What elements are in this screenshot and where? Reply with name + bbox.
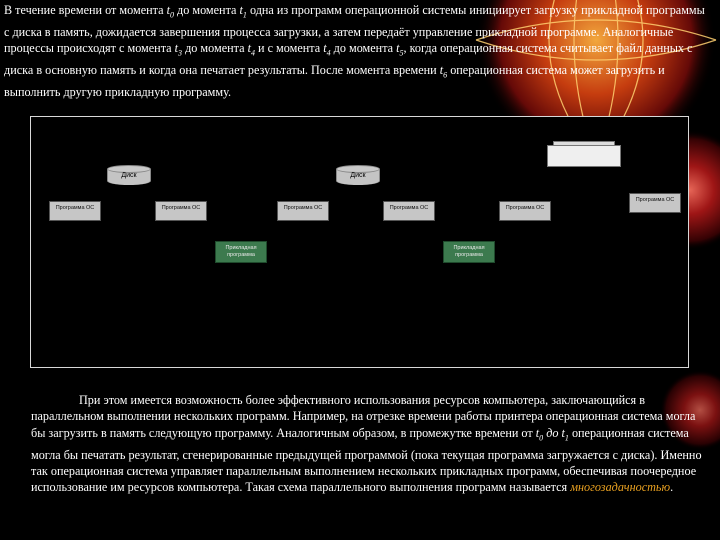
time-tb: $t_1$ xyxy=(561,425,569,443)
intro-text-2: до момента xyxy=(173,3,240,17)
time-ta: $t_0$ xyxy=(535,425,544,443)
intro-text-6: до момента xyxy=(330,41,397,56)
time-t1: $t_1$ xyxy=(239,3,247,20)
application-program-box-1: Прикладная программа xyxy=(215,241,267,263)
disk-2 xyxy=(336,169,380,185)
intro-text-3: одна из программ операционной системы инициирует загрузку прикладной программы с диска в память, дожидается завершения процесса загрузки, а затем передаёт управление прикладной программе. Аналогичные процессы происходят с момента xyxy=(4,3,705,56)
os-program-box-2: Программа ОС xyxy=(155,201,207,221)
time-t3: $t_3$ xyxy=(174,41,183,58)
closing-text-2: операционная система могла бы печатать результат, сгенерированные предыдущей программой (пока текущая программа загружается с диска). Именно так операционная система управляет параллельным выполнением нескольких прикладных программ, обеспечивая поочередное использование им ресурсов компьютера. Такая схема параллельного выполнения программ называется xyxy=(31,425,702,495)
os-program-box-5: Программа ОС xyxy=(499,201,551,221)
intro-text-1: В течение времени от момента xyxy=(4,3,167,17)
disk-2-label: Диск xyxy=(350,172,366,179)
term-multitasking: многозадачностью xyxy=(570,480,671,495)
intro-text-5: и с момента xyxy=(254,41,324,56)
closing-text-mid: до xyxy=(543,425,562,440)
time-t0: $t_0$ xyxy=(166,3,174,20)
intro-text-8: операционная система может загрузить и выполнить другую прикладную программу. xyxy=(4,63,665,99)
intro-paragraph xyxy=(4,2,712,100)
time-t6: $t_6$ xyxy=(439,63,448,80)
os-program-box-4: Программа ОС xyxy=(383,201,435,221)
os-program-box-3: Программа ОС xyxy=(277,201,329,221)
disk-1-label: Диск xyxy=(121,172,137,179)
time-t4b: $t_4$ xyxy=(323,41,331,58)
intro-text-4: до момента xyxy=(182,41,248,56)
closing-period: . xyxy=(670,480,674,495)
os-program-box-1: Программа ОС xyxy=(49,201,101,221)
disk-1 xyxy=(107,169,151,185)
closing-text-1: При этом имеется возможность более эффективного использования ресурсов компьютера, заключающийся в параллельном выполнении нескольких программ. Например, на отрезке времени работы принтера операционная система могла бы загрузить в память следующую программу. Аналогичным образом, в промежутке времени от xyxy=(31,393,696,440)
intro-text-7: , когда операционная система считывает файл данных с диска в основную память и когда она печатает результаты. После момента времени xyxy=(4,41,693,78)
timeline-diagram xyxy=(30,116,689,368)
application-program-box-2: Прикладная программа xyxy=(443,241,495,263)
printer-icon xyxy=(547,141,621,167)
time-t5: $t_5$ xyxy=(396,41,404,58)
time-t4a: $t_4$ xyxy=(247,41,255,58)
os-program-box-6: Программа ОС xyxy=(629,193,681,213)
closing-paragraph xyxy=(31,392,704,496)
